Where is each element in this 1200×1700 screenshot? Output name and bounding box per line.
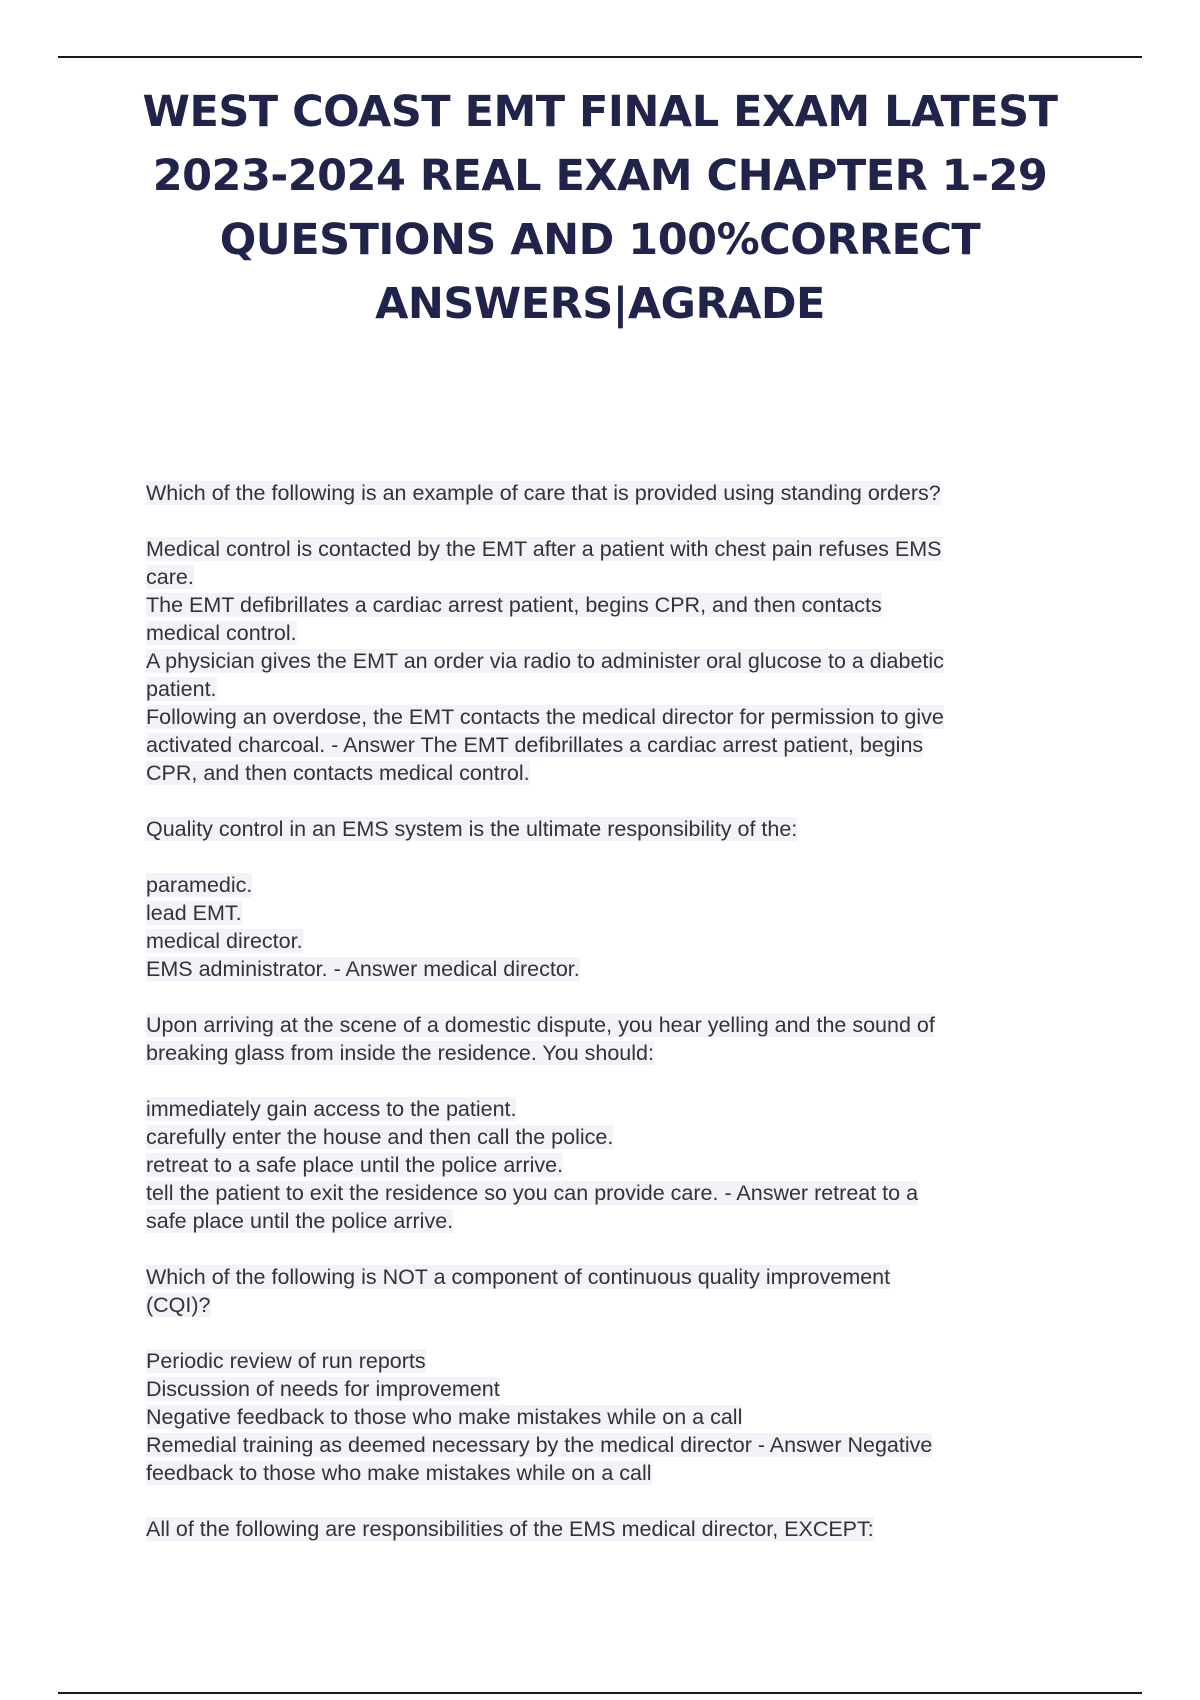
question-text: Upon arriving at the scene of a domestic dispute, you hear yelling and the sound of xyxy=(146,1013,935,1037)
answer-option: safe place until the police arrive. xyxy=(146,1209,454,1233)
answer-option: retreat to a safe place until the police arrive. xyxy=(146,1153,564,1177)
question-text: Quality control in an EMS system is the ultimate responsibility of the: xyxy=(146,817,798,841)
document-title xyxy=(100,80,1100,336)
answer-option: activated charcoal. - Answer The EMT defibrillates a cardiac arrest patient, begins xyxy=(146,733,924,757)
title-line: QUESTIONS AND 100%CORRECT xyxy=(219,215,981,265)
question-text: breaking glass from inside the residence. You should: xyxy=(146,1041,654,1065)
bottom-rule xyxy=(58,1692,1142,1694)
answer-option: medical director. xyxy=(146,929,303,953)
answer-option: CPR, and then contacts medical control. xyxy=(146,761,530,785)
question-block xyxy=(146,1263,1066,1487)
question-text: Which of the following is NOT a component of continuous quality improvement xyxy=(146,1265,891,1289)
title-line: 2023-2024 REAL EXAM CHAPTER 1-29 xyxy=(152,151,1048,201)
title-line: ANSWERS|AGRADE xyxy=(375,279,825,329)
question-text: (CQI)? xyxy=(146,1293,211,1317)
top-rule xyxy=(58,56,1142,58)
answer-option: Periodic review of run reports xyxy=(146,1349,426,1373)
answer-option: The EMT defibrillates a cardiac arrest patient, begins CPR, and then contacts xyxy=(146,593,882,617)
answer-option: medical control. xyxy=(146,621,297,645)
answer-option: A physician gives the EMT an order via radio to administer oral glucose to a diabetic xyxy=(146,649,944,673)
answer-option: Medical control is contacted by the EMT after a patient with chest pain refuses EMS xyxy=(146,537,942,561)
question-block xyxy=(146,1515,1066,1543)
question-text: All of the following are responsibilities of the EMS medical director, EXCEPT: xyxy=(146,1517,874,1541)
question-block xyxy=(146,1011,1066,1235)
exam-content xyxy=(146,479,1066,1543)
answer-option: care. xyxy=(146,565,194,589)
answer-option: Remedial training as deemed necessary by the medical director - Answer Negative xyxy=(146,1433,933,1457)
answer-option: immediately gain access to the patient. xyxy=(146,1097,517,1121)
answer-option: lead EMT. xyxy=(146,901,242,925)
answer-option: Negative feedback to those who make mistakes while on a call xyxy=(146,1405,743,1429)
question-text: Which of the following is an example of care that is provided using standing orders? xyxy=(146,481,941,505)
answer-option: Following an overdose, the EMT contacts the medical director for permission to give xyxy=(146,705,944,729)
answer-option: tell the patient to exit the residence so you can provide care. - Answer retreat to a xyxy=(146,1181,919,1205)
answer-option: paramedic. xyxy=(146,873,253,897)
title-line: WEST COAST EMT FINAL EXAM LATEST xyxy=(142,87,1058,137)
question-block xyxy=(146,815,1066,983)
answer-option: carefully enter the house and then call the police. xyxy=(146,1125,614,1149)
question-block xyxy=(146,479,1066,787)
answer-option: EMS administrator. - Answer medical director. xyxy=(146,957,580,981)
answer-option: feedback to those who make mistakes while on a call xyxy=(146,1461,652,1485)
answer-option: patient. xyxy=(146,677,217,701)
answer-option: Discussion of needs for improvement xyxy=(146,1377,500,1401)
